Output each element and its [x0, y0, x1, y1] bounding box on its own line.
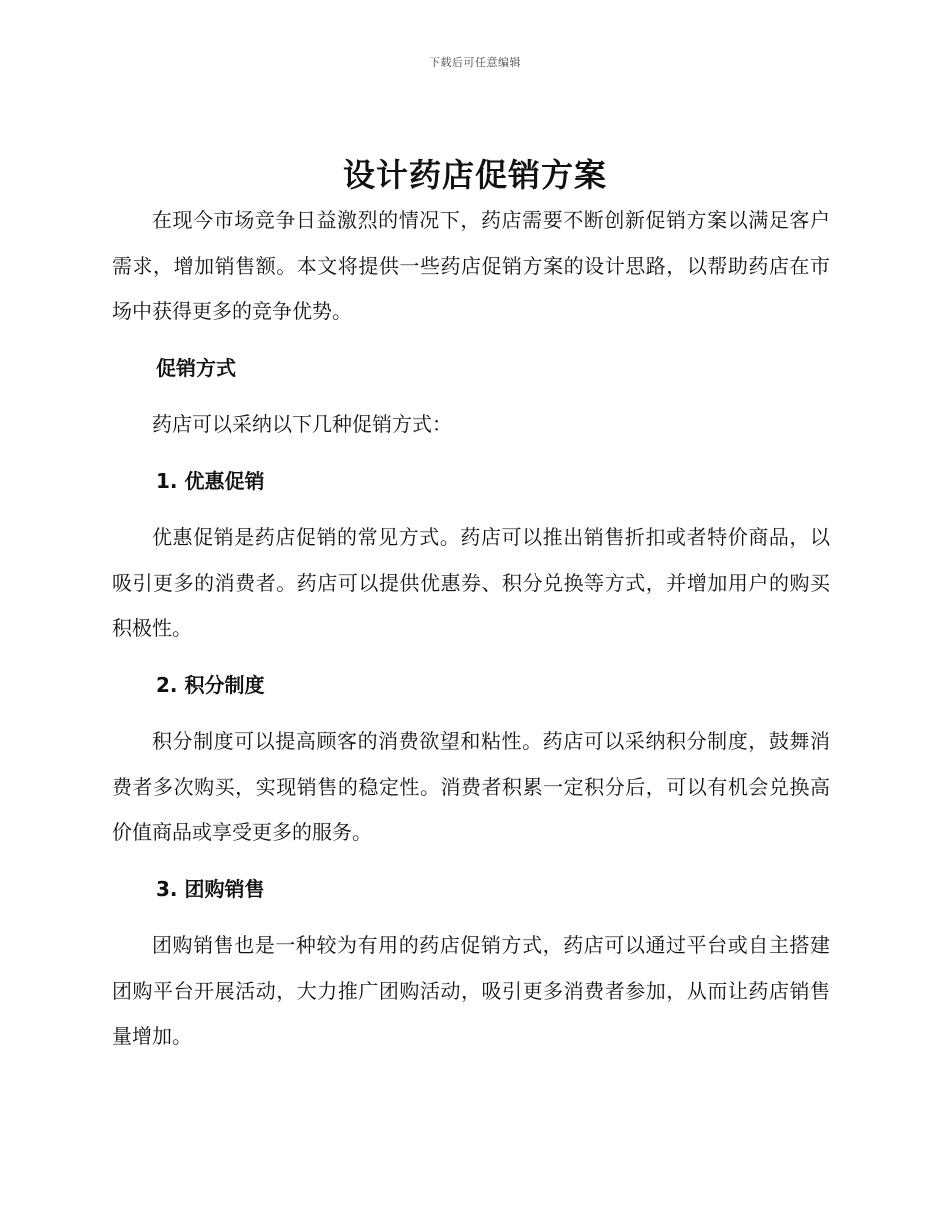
- intro-paragraph: 在现今市场竞争日益激烈的情况下，药店需要不断创新促销方案以满足客户需求，增加销售额。本文将提供一些药店促销方案的设计思路，以帮助药店在市场中获得更多的竞争优势。: [112, 208, 830, 323]
- section-heading-group-buying: 3. 团购销售: [156, 876, 265, 901]
- promo-methods-intro: 药店可以采纳以下几种促销方式：: [152, 412, 452, 436]
- section-heading-discount: 1. 优惠促销: [156, 468, 265, 493]
- section-heading-promo-methods: 促销方式: [156, 355, 236, 380]
- points-paragraph: 积分制度可以提高顾客的消费欲望和粘性。药店可以采纳积分制度，鼓舞消费者多次购买，实现销售的稳定性。消费者积累一定积分后，可以有机会兑换高价值商品或享受更多的服务。: [112, 729, 830, 844]
- section-heading-points: 2. 积分制度: [156, 672, 265, 697]
- document-body: [112, 198, 830, 1060]
- document-title: 设计药店促销方案: [342, 156, 607, 194]
- header-note: 下载后可任意编辑: [429, 56, 521, 69]
- group-buying-paragraph: 团购销售也是一种较为有用的药店促销方式，药店可以通过平台或自主搭建团购平台开展活动，大力推广团购活动，吸引更多消费者参加，从而让药店销售量增加。: [112, 933, 830, 1048]
- discount-paragraph: 优惠促销是药店促销的常见方式。药店可以推出销售折扣或者特价商品，以吸引更多的消费者。药店可以提供优惠券、积分兑换等方式，并增加用户的购买积极性。: [112, 525, 830, 640]
